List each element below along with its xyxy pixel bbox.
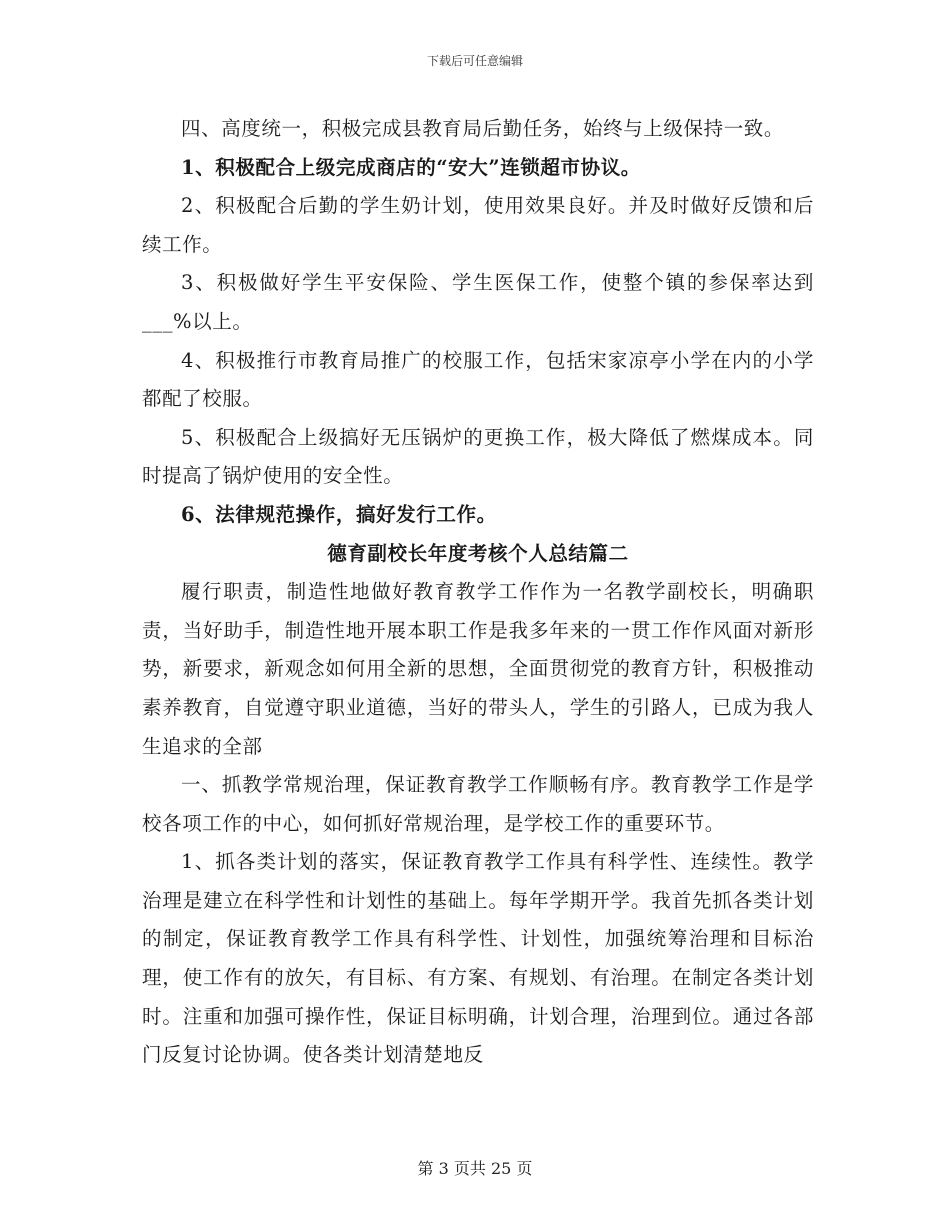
paragraph-item-2: 2、积极配合后勤的学生奶计划，使用效果良好。并及时做好反馈和后续工作。 <box>142 194 814 256</box>
section-title: 德育副校长年度考核个人总结篇二 <box>327 541 629 565</box>
paragraph-item-5: 5、积极配合上级搞好无压锅炉的更换工作，极大降低了燃煤成本。同时提高了锅炉使用的安全性。 <box>142 425 814 488</box>
page-footer: 第 3 页共 25 页 <box>417 1159 533 1178</box>
page-header: 下载后可任意编辑 <box>426 54 523 68</box>
document-body <box>142 110 814 1075</box>
paragraph-plan: 1、抓各类计划的落实，保证教育教学工作具有科学性、连续性。教学治理是建立在科学性和计划性的基础上。每年学期开学。我首先抓各类计划的制定，保证教育教学工作具有科学性、计划性，加强统筹治理和目标治理，使工作有的放矢，有目标、有方案、有规划、有治理。在制定各类计划时。注重和加强可操作性，保证目标明确，计划合理，治理到位。通过各部门反复讨论协调。使各类计划清楚地反 <box>142 850 814 1067</box>
paragraph-item-1: 1、积极配合上级完成商店的“安大”连锁超市协议。 <box>181 155 641 179</box>
paragraph-section-one: 一、抓教学常规治理，保证教育教学工作顺畅有序。教育教学工作是学校各项工作的中心，如何抓好常规治理，是学校工作的重要环节。 <box>142 773 814 835</box>
paragraph-section-four: 四、高度统一，积极完成县教育局后勤任务，始终与上级保持一致。 <box>181 117 785 140</box>
paragraph-item-4: 4、积极推行市教育局推广的校服工作，包括宋家凉亭小学在内的小学都配了校服。 <box>142 348 814 411</box>
paragraph-item-6: 6、法律规范操作，搞好发行工作。 <box>181 502 497 526</box>
paragraph-intro: 履行职责，制造性地做好教育教学工作作为一名教学副校长，明确职责，当好助手，制造性地开展本职工作是我多年来的一贯工作作风面对新形势，新要求，新观念如何用全新的思想，全面贯彻党的教育方针，积极推动素养教育，自觉遵守职业道德，当好的带头人，学生的引路人，已成为我人生追求的全部 <box>142 580 814 758</box>
paragraph-item-3: 3、积极做好学生平安保险、学生医保工作，使整个镇的参保率达到___%以上。 <box>142 271 814 333</box>
